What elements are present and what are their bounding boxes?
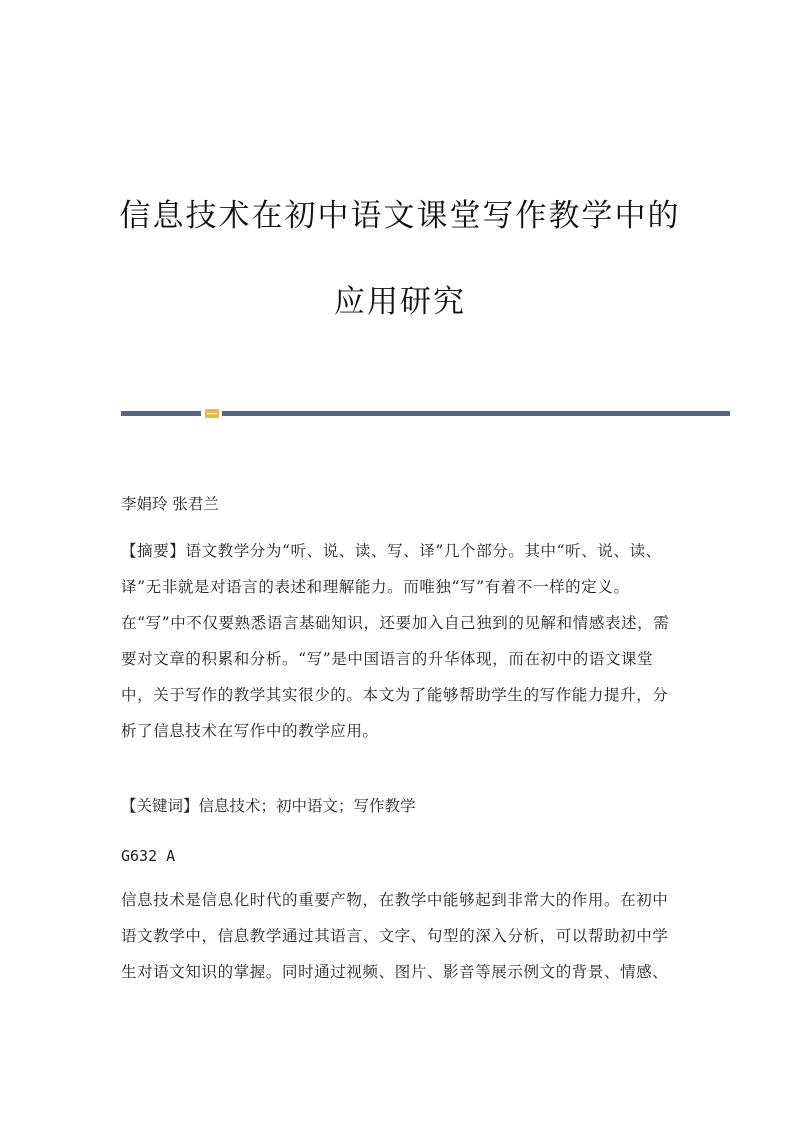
keywords-text: 信息技术；初中语文；写作教学 — [198, 797, 416, 815]
divider-ornament-icon — [205, 409, 219, 418]
title-divider — [121, 409, 730, 417]
divider-bar-left — [121, 411, 201, 416]
authors: 李娟玲 张君兰 — [121, 495, 219, 513]
abstract-label: 【摘要】 — [121, 542, 186, 560]
paper-title-line-1: 信息技术在初中语文课堂写作教学中的 — [119, 198, 681, 234]
paper-title-line-2: 应用研究 — [334, 284, 466, 320]
divider-bar-right — [222, 411, 730, 416]
abstract-text: 语文教学分为“听、说、读、写、译”几个部分。其中“听、说、读、译”无非就是对语言的表述和理解能力。而唯独“写”有着不一样的定义。在“写”中不仅要熟悉语言基础知识，还要加入自己独到的见解和情感表述，需要对文章的积累和分析。“写”是中国语言的升华体现，而在初中的语文课堂中，关于写作的教学其实很少的。本文为了能够帮助学生的写作能力提升，分析了信息技术在写作中的教学应用。 — [121, 542, 670, 740]
classification-code: G632 A — [121, 847, 176, 865]
keywords — [121, 788, 681, 824]
abstract — [121, 533, 681, 749]
keywords-label: 【关键词】 — [121, 797, 199, 815]
body-paragraph: 信息技术是信息化时代的重要产物，在教学中能够起到非常大的作用。在初中语文教学中，信息教学通过其语言、文字、句型的深入分析，可以帮助初中学生对语文知识的掌握。同时通过视频、图片、影音等展示例文的背景、情感、 — [121, 891, 669, 981]
